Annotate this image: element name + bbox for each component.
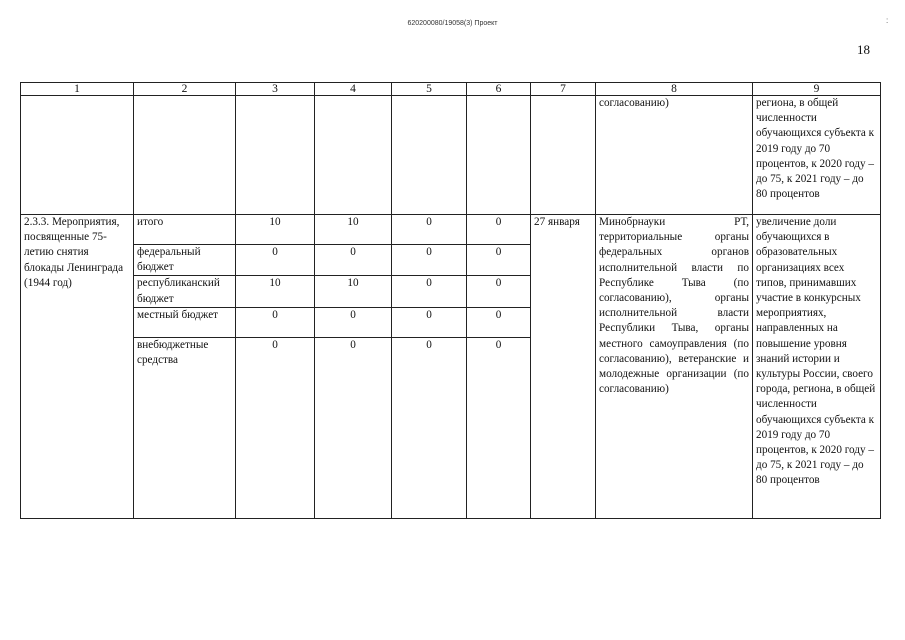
column-header: 6 — [467, 83, 531, 96]
funding-value: 0 — [315, 337, 392, 518]
table-cell — [315, 96, 392, 215]
continuation-executors: согласованию) — [596, 96, 753, 215]
funding-value: 0 — [467, 276, 531, 307]
table-cell — [467, 96, 531, 215]
funding-value: 0 — [467, 245, 531, 276]
table-cell — [236, 96, 315, 215]
column-header: 7 — [531, 83, 596, 96]
funding-value: 0 — [315, 245, 392, 276]
table-cell — [531, 96, 596, 215]
document-code: 620200080/19058(3) Проект — [407, 20, 498, 27]
event-name: 2.3.3. Мероприятия, посвященные 75-летию снятия блокады Ленинграда (1944 год) — [21, 215, 134, 519]
funding-value: 0 — [236, 245, 315, 276]
funding-value: 0 — [467, 337, 531, 518]
funding-value: 0 — [392, 276, 467, 307]
table-cell — [392, 96, 467, 215]
event-date: 27 января — [531, 215, 596, 519]
program-table — [20, 82, 881, 519]
page-number: 18 — [857, 42, 870, 57]
funding-value: 0 — [467, 307, 531, 337]
funding-source: итого — [134, 215, 236, 245]
funding-value: 0 — [315, 307, 392, 337]
funding-value: 10 — [315, 215, 392, 245]
continuation-result: региона, в общей численности обучающихся субъекта к 2019 году до 70 процентов, к 2020 году – до 75, к 2021 году – до 80 процентов — [753, 96, 881, 215]
funding-source: внебюджетные средства — [134, 337, 236, 518]
funding-value: 10 — [236, 215, 315, 245]
column-header: 3 — [236, 83, 315, 96]
column-header: 1 — [21, 83, 134, 96]
funding-value: 0 — [467, 215, 531, 245]
funding-value: 0 — [392, 337, 467, 518]
column-header: 9 — [753, 83, 881, 96]
event-executors: Минобрнауки РТ, территориальные органы федеральных органов исполнительной власти по Республике Тыва (по согласованию), органы исполнительной власти Республики Тыва, органы местного самоуправления (по согласованию), ветеранские и молодежные организации (по согласованию) — [596, 215, 753, 519]
funding-source: федеральный бюджет — [134, 245, 236, 276]
funding-value: 0 — [392, 307, 467, 337]
column-header: 2 — [134, 83, 236, 96]
column-header: 4 — [315, 83, 392, 96]
funding-value: 0 — [236, 307, 315, 337]
event-result: увеличение доли обучающихся в образовательных организациях всех типов, принимавших участие в конкурсных мероприятиях, направленных на повышение уровня знаний истории и культуры России, своего города, региона, в общей численности обучающихся субъекта к 2019 году до 70 процентов, к 2020 году – до 75, к 2021 году – до 80 процентов — [753, 215, 881, 519]
funding-value: 10 — [315, 276, 392, 307]
funding-value: 10 — [236, 276, 315, 307]
funding-source: республиканский бюджет — [134, 276, 236, 307]
column-header: 5 — [392, 83, 467, 96]
funding-value: 0 — [392, 245, 467, 276]
funding-value: 0 — [392, 215, 467, 245]
continuation-row — [21, 96, 881, 215]
funding-row-total — [21, 215, 881, 245]
table-cell — [21, 96, 134, 215]
funding-value: 0 — [236, 337, 315, 518]
funding-source: местный бюджет — [134, 307, 236, 337]
column-header: 8 — [596, 83, 753, 96]
column-number-row — [21, 83, 881, 96]
table-cell — [134, 96, 236, 215]
corner-mark: : — [886, 16, 889, 25]
